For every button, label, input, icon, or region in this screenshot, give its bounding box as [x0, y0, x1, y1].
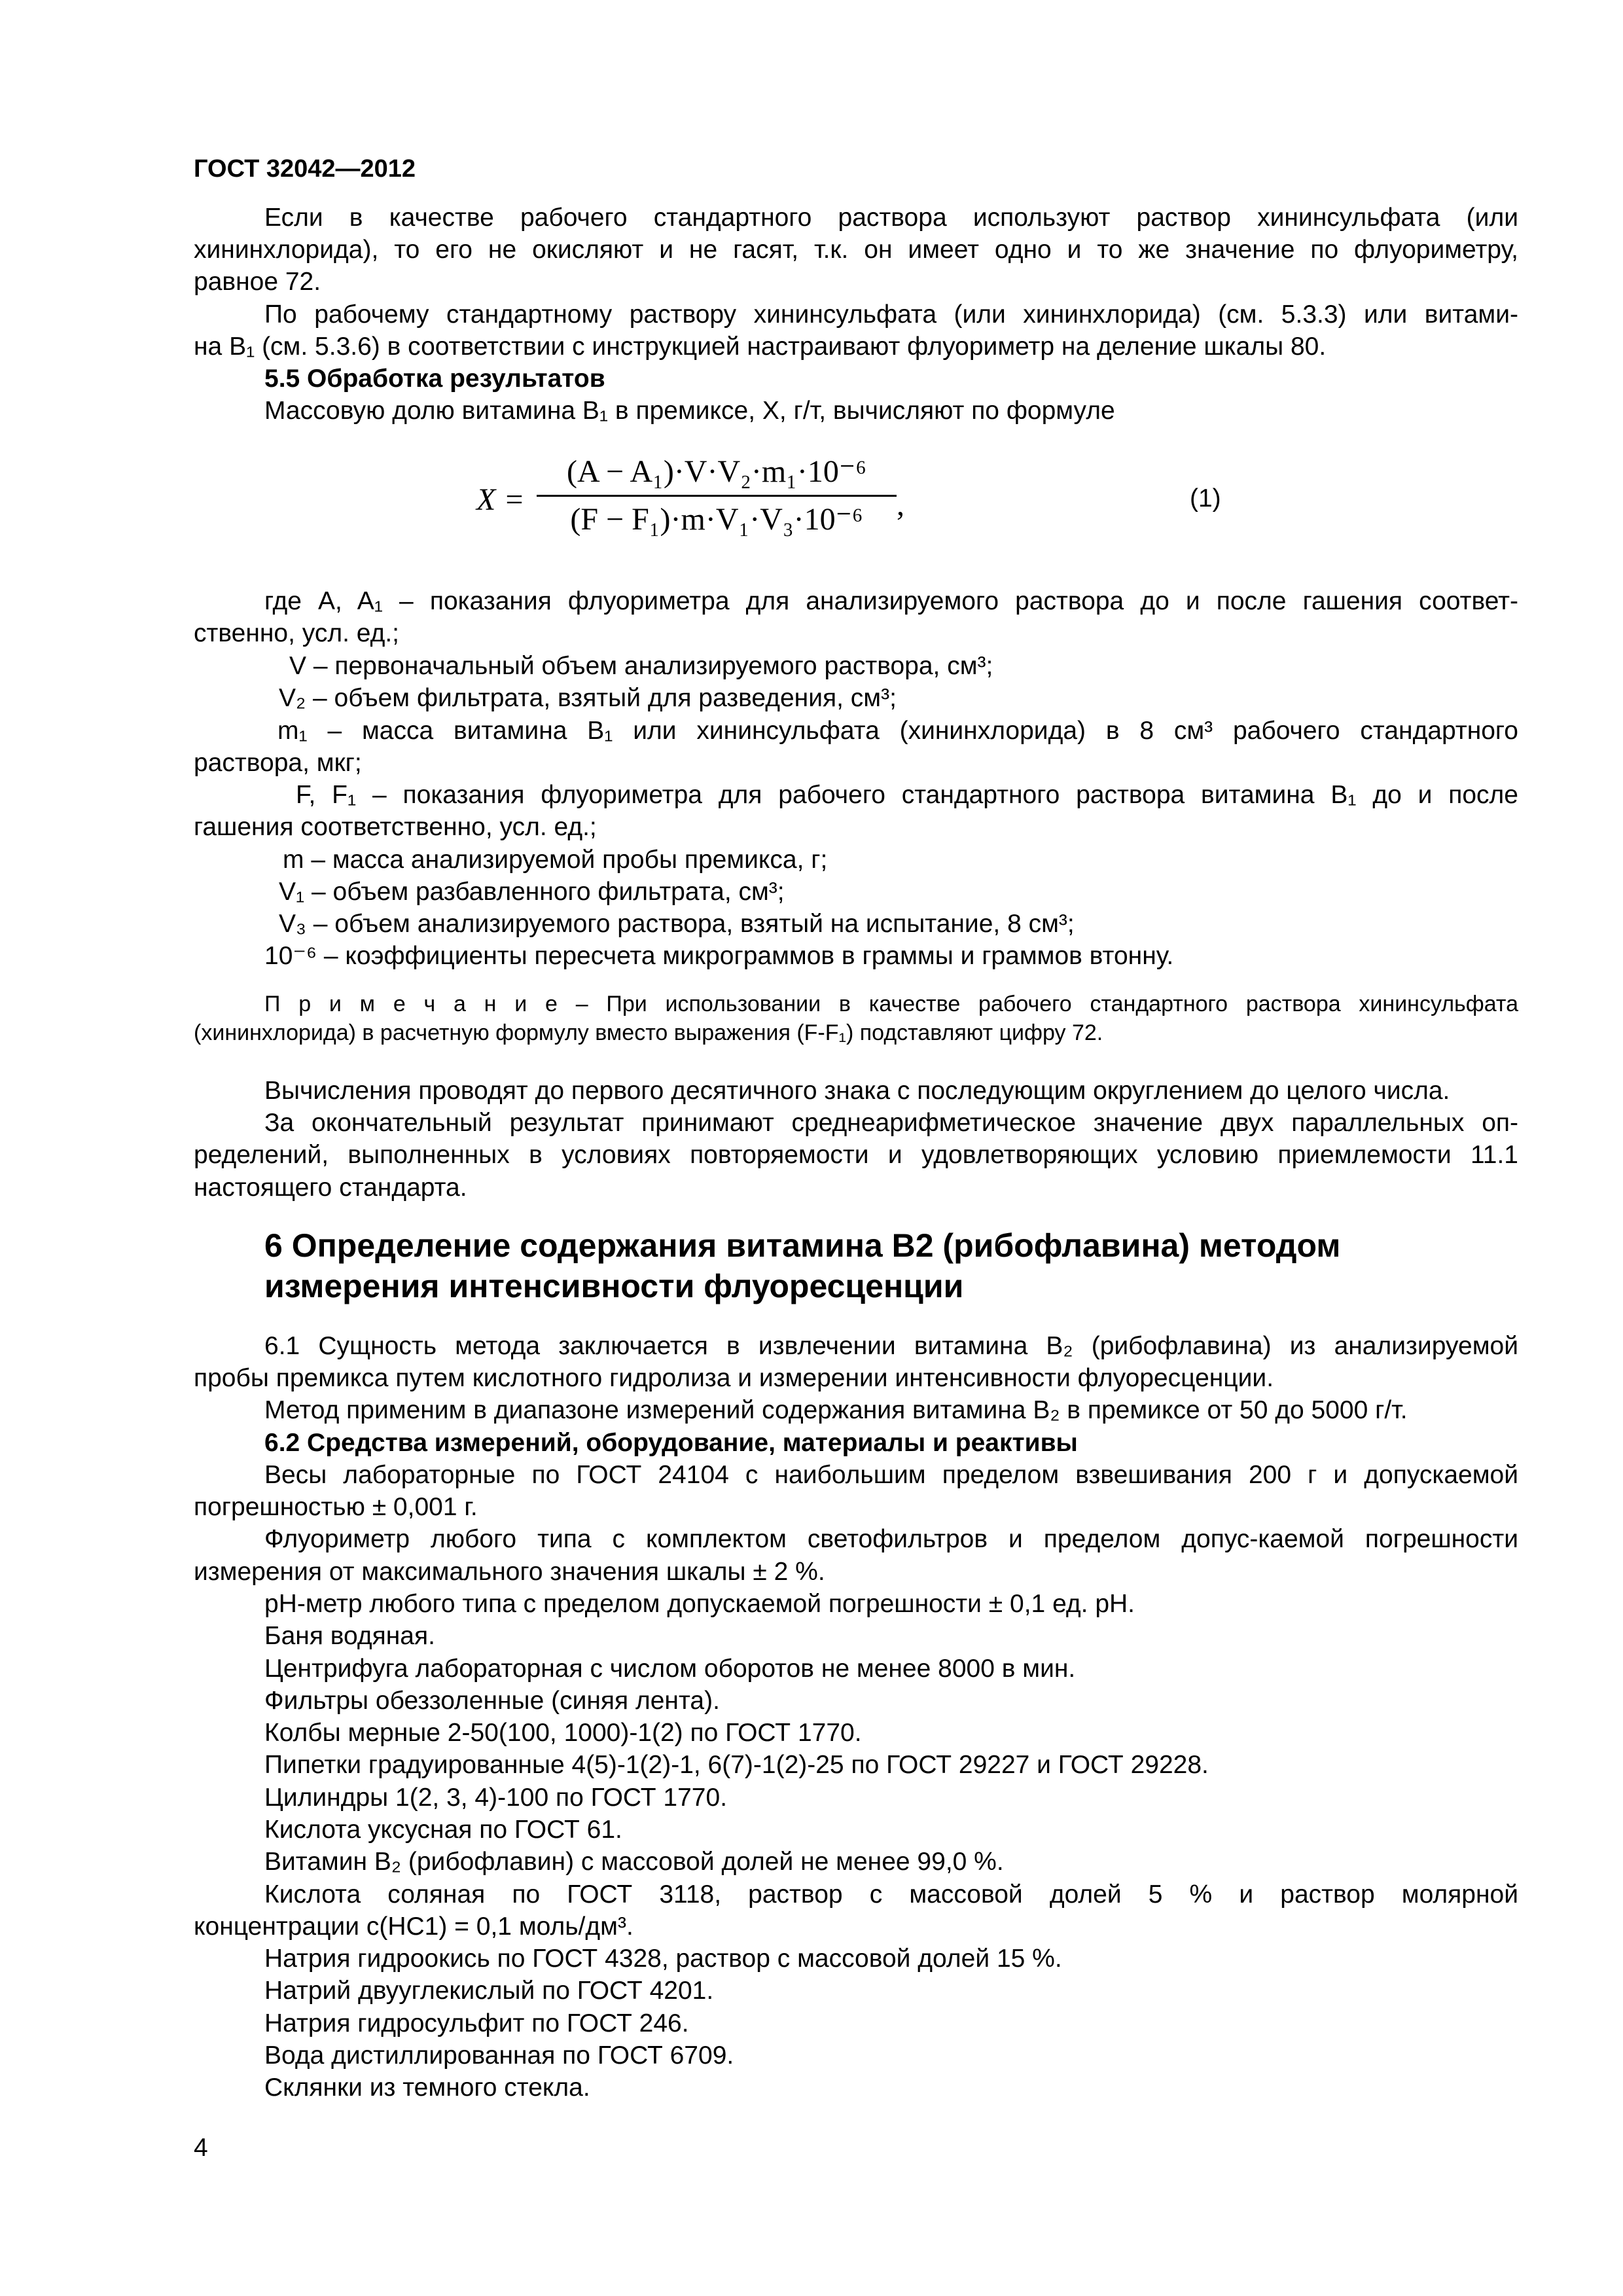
- list-item: измерения от максимального значения шкалы ± 2 %.: [194, 1558, 825, 1586]
- formula-comma: ,: [897, 488, 904, 522]
- note-line: П р и м е ч а н и е – При использовании в качестве рабочего стандартного раствора хининсульфата: [264, 992, 1518, 1016]
- list-item: Кислота уксусная по ГОСТ 61.: [264, 1816, 622, 1844]
- list-item: Фильтры обеззоленные (синяя лента).: [264, 1687, 720, 1715]
- list-item: погрешностью ± 0,001 г.: [194, 1493, 478, 1521]
- legend-line: F, F₁ – показания флуориметра для рабочего стандартного раствора витамина B₁ до и после: [296, 781, 1518, 809]
- page-number: 4: [194, 2134, 208, 2162]
- note-line: (хининхлорида) в расчетную формулу вместо выражения (F-F₁) подставляют цифру 72.: [194, 1020, 1103, 1045]
- list-item: Натрий двууглекислый по ГОСТ 4201.: [264, 1977, 714, 2005]
- list-item: Витамин B₂ (рибофлавин) с массовой долей не менее 99,0 %.: [264, 1848, 1004, 1876]
- section-title: измерения интенсивности флуоресценции: [264, 1268, 964, 1304]
- list-item: Натрия гидросульфит по ГОСТ 246.: [264, 2009, 689, 2037]
- formula-numerator: (A − A₁)·V·V₂·m₁·10⁻⁶: [567, 454, 866, 489]
- paragraph-line: на B₁ (см. 5.3.6) в соответствии с инструкцией настраивают флуориметр на деление шкалы 80.: [194, 332, 1327, 361]
- list-item: Центрифуга лабораторная с числом оборотов не менее 8000 в мин.: [264, 1655, 1076, 1683]
- list-item: Натрия гидроокись по ГОСТ 4328, раствор с массовой долей 15 %.: [264, 1945, 1062, 1973]
- list-item: Весы лабораторные по ГОСТ 24104 с наибольшим пределом взвешивания 200 г и допускаемой: [264, 1461, 1518, 1489]
- equation-number: (1): [1190, 484, 1221, 512]
- legend-line: раствора, мкг;: [194, 749, 362, 777]
- list-item: Флуориметр любого типа с комплектом светофильтров и пределом допус-каемой погрешности: [264, 1525, 1518, 1553]
- list-item: Кислота соляная по ГОСТ 3118, раствор с массовой долей 5 % и раствор молярной: [264, 1880, 1518, 1909]
- legend-line: 10⁻⁶ – коэффициенты пересчета микрограммов в граммы и граммов втонну.: [264, 942, 1174, 970]
- legend-line: гашения соответственно, усл. ед.;: [194, 813, 597, 841]
- paragraph-line: По рабочему стандартному раствору хининсульфата (или хининхлорида) (см. 5.3.3) или витами-: [264, 300, 1518, 329]
- paragraph-line: пробы премикса путем кислотного гидролиза и измерении интенсивности флуоресценции.: [194, 1364, 1274, 1392]
- paragraph-line: ределений, выполненных в условиях повторяемости и удовлетворяющих условию приемлемости 11.1: [194, 1141, 1518, 1169]
- formula-denominator: (F − F₁)·m·V₁·V₃·10⁻⁶: [570, 502, 863, 537]
- legend-line: V₂ – объем фильтрата, взятый для разведения, см³;: [279, 684, 897, 712]
- paragraph-line: хининхлорида), то его не окисляют и не гасят, т.к. он имеет одно и то же значение по флуориметру,: [194, 236, 1518, 264]
- list-item: Баня водяная.: [264, 1622, 435, 1650]
- paragraph-line: Если в качестве рабочего стандартного раствора используют раствор хининсульфата (или: [264, 204, 1518, 232]
- paragraph-line: 6.1 Сущность метода заключается в извлечении витамина B₂ (рибофлавина) из анализируемой: [264, 1332, 1518, 1360]
- legend-line: V₃ – объем анализируемого раствора, взятый на испытание, 8 см³;: [279, 910, 1075, 938]
- fraction-bar: [537, 495, 897, 497]
- legend-line: ственно, усл. ед.;: [194, 619, 400, 647]
- paragraph-line: За окончательный результат принимают среднеарифметическое значение двух параллельных оп-: [264, 1109, 1518, 1137]
- list-item: Цилиндры 1(2, 3, 4)-100 по ГОСТ 1770.: [264, 1784, 728, 1812]
- paragraph-line: Метод применим в диапазоне измерений содержания витамина B₂ в премиксе от 50 до 5000 г/т.: [264, 1396, 1408, 1424]
- document-header: ГОСТ 32042—2012: [194, 155, 416, 183]
- paragraph-line: Вычисления проводят до первого десятичного знака с последующим округлением до целого числа.: [264, 1077, 1450, 1105]
- paragraph-line: равное 72.: [194, 268, 321, 296]
- paragraph-line: настоящего стандарта.: [194, 1174, 467, 1202]
- list-item: Колбы мерные 2-50(100, 1000)-1(2) по ГОСТ 1770.: [264, 1719, 862, 1747]
- formula-lhs: X =: [476, 482, 525, 517]
- section-title: 6 Определение содержания витамина B2 (рибофлавина) методом: [264, 1227, 1341, 1264]
- paragraph-line: Массовую долю витамина B₁ в премиксе, X, г/т, вычисляют по формуле: [264, 397, 1115, 425]
- list-item: Вода дистиллированная по ГОСТ 6709.: [264, 2041, 734, 2070]
- legend-line: V – первоначальный объем анализируемого раствора, см³;: [289, 652, 993, 680]
- formula: [471, 452, 929, 550]
- formula-fraction: [537, 452, 897, 540]
- list-item: Пипетки градуированные 4(5)-1(2)-1, 6(7)-1(2)-25 по ГОСТ 29227 и ГОСТ 29228.: [264, 1751, 1209, 1779]
- legend-line: m – масса анализируемой пробы премикса, г;: [283, 846, 828, 874]
- legend-line: V₁ – объем разбавленного фильтрата, см³;: [279, 878, 785, 906]
- section-heading: 6.2 Средства измерений, оборудование, материалы и реактивы: [264, 1429, 1078, 1457]
- legend-line: где A, A₁ – показания флуориметра для анализируемого раствора до и после гашения соответ-: [264, 587, 1518, 615]
- list-item: Склянки из темного стекла.: [264, 2073, 590, 2102]
- section-heading: 5.5 Обработка результатов: [264, 365, 605, 393]
- list-item: концентрации c(НС1) = 0,1 моль/дм³.: [194, 1912, 633, 1941]
- list-item: pH-метр любого типа с пределом допускаемой погрешности ± 0,1 ед. pH.: [264, 1590, 1135, 1618]
- legend-line: m₁ – масса витамина B₁ или хининсульфата (хининхлорида) в 8 см³ рабочего стандартного: [277, 717, 1518, 745]
